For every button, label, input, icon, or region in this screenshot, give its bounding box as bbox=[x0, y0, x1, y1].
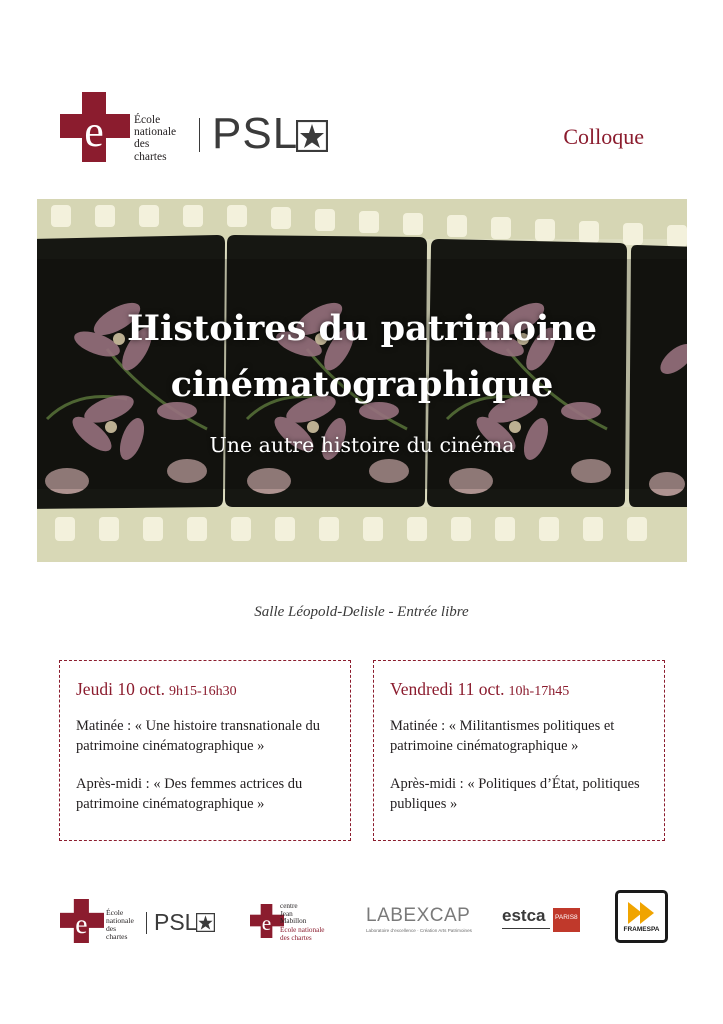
morning-session: Matinée : « Une histoire transnationale du patrimoine cinématographique » bbox=[76, 718, 321, 754]
day-heading bbox=[390, 679, 648, 700]
svg-text:e: e bbox=[261, 911, 272, 936]
enc-cross-logo-icon bbox=[60, 92, 130, 162]
enc-psl-logo bbox=[60, 92, 360, 162]
logo-divider bbox=[146, 912, 147, 934]
footer-enc-psl-logo bbox=[60, 899, 230, 945]
psl-wordmark: PSL bbox=[154, 909, 198, 935]
afternoon-session: Après-midi : « Des femmes actrices du patrimoine cinématographique » bbox=[76, 776, 303, 812]
estca-logo bbox=[502, 906, 582, 936]
psl-wordmark: PSL bbox=[212, 109, 299, 158]
event-subtitle: Une autre histoire du cinéma bbox=[209, 433, 515, 457]
svg-text:e: e bbox=[75, 907, 88, 939]
psl-star-icon bbox=[296, 120, 328, 152]
afternoon-session: Après-midi : « Politiques d’État, politiques publiques » bbox=[390, 776, 640, 812]
event-type-label: Colloque bbox=[563, 124, 644, 149]
framespa-logo bbox=[615, 890, 668, 943]
labexcap-tagline: Laboratoire d’excellence · Création Arts Patrimoines bbox=[366, 928, 472, 933]
framespa-wordmark: FRAMESPA bbox=[623, 926, 660, 933]
day-box-thursday bbox=[59, 660, 351, 841]
day-hours: 9h15-16h30 bbox=[168, 684, 237, 699]
enc-name: École nationale des chartes bbox=[134, 114, 177, 163]
day-date: Jeudi 10 oct. bbox=[76, 679, 165, 699]
enc-name: École nationale des chartes bbox=[106, 908, 134, 941]
paris8-badge: PARIS8 bbox=[553, 908, 580, 932]
centre-jean-mabillon-logo bbox=[250, 901, 350, 945]
day-heading bbox=[76, 679, 334, 700]
venue-info: Salle Léopold-Delisle - Entrée libre bbox=[254, 604, 469, 620]
labexcap-wordmark: LABEXCAP bbox=[366, 905, 471, 926]
svg-text:e: e bbox=[84, 107, 104, 156]
psl-star-icon bbox=[196, 913, 215, 932]
day-hours: 10h-17h45 bbox=[508, 684, 570, 699]
hero-banner bbox=[37, 199, 687, 562]
event-title: Histoires du patrimoine cinématographique bbox=[126, 308, 598, 405]
labexcap-logo bbox=[366, 905, 476, 939]
estca-underline bbox=[502, 928, 550, 929]
morning-session: Matinée : « Militantismes politiques et patrimoine cinématographique » bbox=[390, 718, 615, 754]
cjm-cross-logo-icon bbox=[250, 904, 284, 938]
day-date: Vendredi 11 oct. bbox=[390, 679, 505, 699]
day-box-friday bbox=[373, 660, 665, 841]
fast-forward-icon bbox=[628, 902, 656, 924]
cjm-school: École nationale des chartes bbox=[280, 926, 325, 942]
estca-wordmark: estca bbox=[502, 906, 546, 925]
enc-cross-logo-icon bbox=[60, 899, 104, 943]
cjm-name: centre Jean Mabillon bbox=[280, 902, 307, 926]
logo-divider bbox=[199, 118, 200, 152]
